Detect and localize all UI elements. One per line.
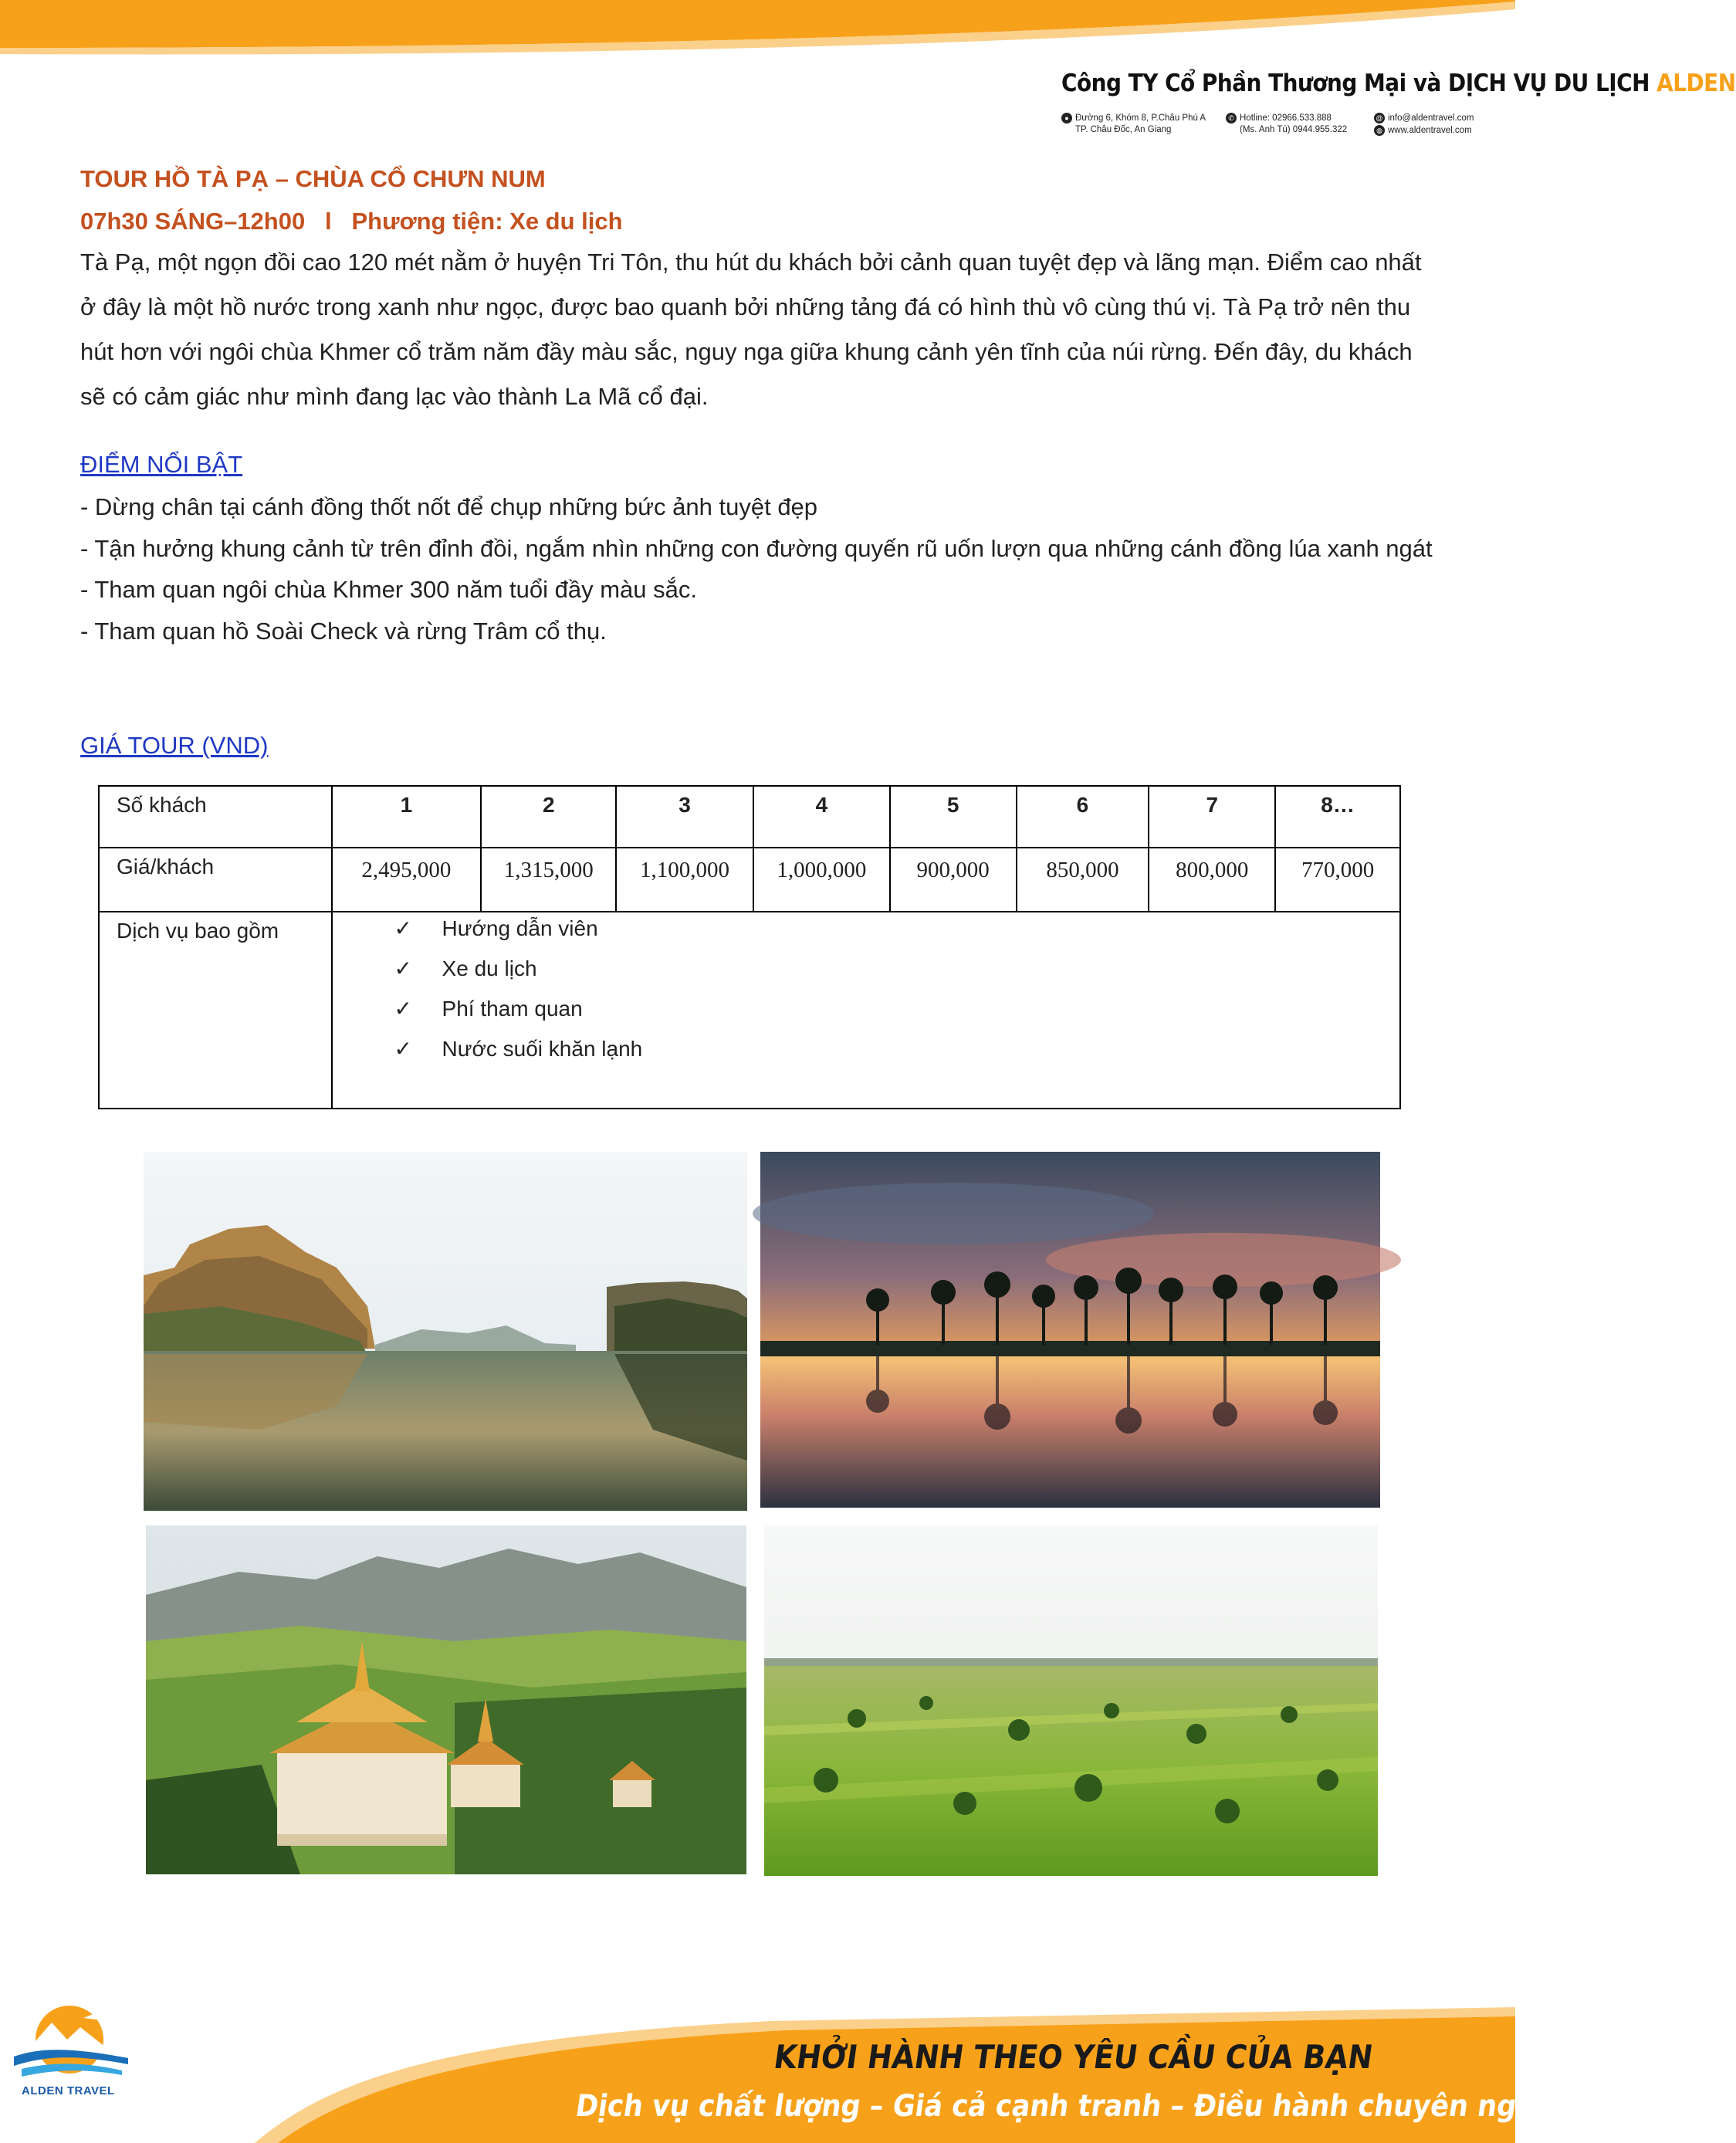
table-row-prices	[99, 848, 1400, 912]
guest-count: 1	[332, 786, 482, 848]
checkmark-icon: ✓	[394, 997, 413, 1021]
contact-hotline: ✆ Hotline: 02966.533.888 (Ms. Anh Tú) 0944.955.322	[1226, 113, 1347, 136]
list-item: - Tham quan ngôi chùa Khmer 300 năm tuổi đầy màu sắc.	[80, 576, 697, 603]
phone-icon: ✆	[1226, 113, 1237, 124]
price-cell: 850,000	[1017, 848, 1149, 912]
checkmark-icon: ✓	[394, 916, 413, 940]
price-cell: 770,000	[1275, 848, 1400, 912]
list-item: - Tham quan hồ Soài Check và rừng Trâm cổ thụ.	[80, 617, 607, 645]
services-cell	[332, 912, 1400, 1109]
price-cell: 1,315,000	[481, 848, 616, 912]
guests-label: Số khách	[99, 786, 332, 848]
list-item: ✓ Hướng dẫn viên	[394, 916, 598, 940]
email-icon: @	[1374, 113, 1385, 124]
checkmark-icon: ✓	[394, 1037, 413, 1061]
services-list	[333, 912, 1399, 1078]
photo-ta-pa-lake	[144, 1152, 747, 1511]
photo-rice-fields	[764, 1525, 1378, 1876]
contact-email[interactable]: @ info@aldentravel.com	[1374, 113, 1474, 124]
globe-icon: ◍	[1374, 125, 1385, 136]
tour-description: Tà Pạ, một ngọn đồi cao 120 mét nằm ở huyện Tri Tôn, thu hút du khách bởi cảnh quan tuyệt đẹp và lãng mạn. Điểm cao nhất ở đây là một hồ nước trong xanh như ngọc, được bao quanh bởi những tảng đá có hình thù vô cùng thú vị. Tà Pạ trở nên thu hút hơn với ngôi chùa Khmer cổ trăm năm đầy màu sắc, nguy nga giữa khung cảnh yên tĩnh của núi rừng. Đến đây, du khách sẽ có cảm giác như mình đang lạc vào thành La Mã cổ đại.	[80, 249, 1422, 410]
guest-count: 8…	[1275, 786, 1400, 848]
table-row-services	[99, 912, 1400, 1109]
price-table	[98, 785, 1401, 1109]
guest-count: 6	[1017, 786, 1149, 848]
footer-slogan-subline: Dịch vụ chất lượng – Giá cả cạnh tranh – Điều hành chuyên nghiệp	[573, 2089, 1585, 2124]
photo-khmer-pagoda	[146, 1525, 746, 1874]
header-orange-swoosh	[0, 0, 1515, 69]
list-item: - Tận hưởng khung cảnh từ trên đỉnh đồi, ngắm nhìn những con đường quyến rũ uốn lượn qua những cánh đồng lúa xanh ngát	[80, 534, 1433, 562]
services-label: Dịch vụ bao gồm	[99, 912, 332, 1109]
guest-count: 2	[481, 786, 616, 848]
logo-text: ALDEN TRAVEL	[22, 2084, 115, 2097]
tour-schedule: 07h30 SÁNG–12h00 l Phương tiện: Xe du lịch	[80, 208, 623, 235]
photo-palm-sunset	[760, 1152, 1380, 1508]
tour-title: TOUR HỒ TÀ PẠ – CHÙA CỔ CHƯN NUM	[80, 165, 546, 192]
guest-count: 5	[890, 786, 1017, 848]
contact-website[interactable]: ◍ www.aldentravel.com	[1374, 125, 1472, 137]
price-cell: 800,000	[1149, 848, 1275, 912]
list-item: - Dừng chân tại cánh đồng thốt nốt để chụp những bức ảnh tuyệt đẹp	[80, 493, 818, 520]
price-cell: 2,495,000	[332, 848, 482, 912]
footer-slogan-headline: KHỞI HÀNH THEO YÊU CẦU CỦA BẠN	[771, 2038, 1376, 2076]
price-cell: 1,100,000	[616, 848, 753, 912]
price-cell: 1,000,000	[753, 848, 890, 912]
table-row-guests	[99, 786, 1400, 848]
alden-travel-logo	[9, 1999, 133, 2084]
logo-wave	[22, 2063, 122, 2077]
guest-count: 3	[616, 786, 753, 848]
company-name: Công TY Cổ Phần Thương Mại và DỊCH VỤ DU LỊCH ALDEN	[1061, 69, 1736, 97]
company-brand: ALDEN	[1656, 69, 1736, 97]
list-item: ✓ Xe du lịch	[394, 956, 537, 980]
location-pin-icon: ●	[1061, 113, 1072, 124]
guest-count: 7	[1149, 786, 1275, 848]
pricing-heading[interactable]: GIÁ TOUR (VND)	[80, 732, 269, 759]
checkmark-icon: ✓	[394, 956, 413, 980]
price-cell: 900,000	[890, 848, 1017, 912]
highlights-list	[80, 486, 1439, 652]
contact-address: ● Đường 6, Khóm 8, P.Châu Phú A TP. Châu Đốc, An Giang	[1061, 113, 1206, 136]
list-item: ✓ Nước suối khăn lạnh	[394, 1037, 643, 1061]
list-item: ✓ Phí tham quan	[394, 997, 583, 1021]
price-label: Giá/khách	[99, 848, 332, 912]
highlights-heading[interactable]: ĐIỂM NỔI BẬT	[80, 451, 243, 478]
guest-count: 4	[753, 786, 890, 848]
